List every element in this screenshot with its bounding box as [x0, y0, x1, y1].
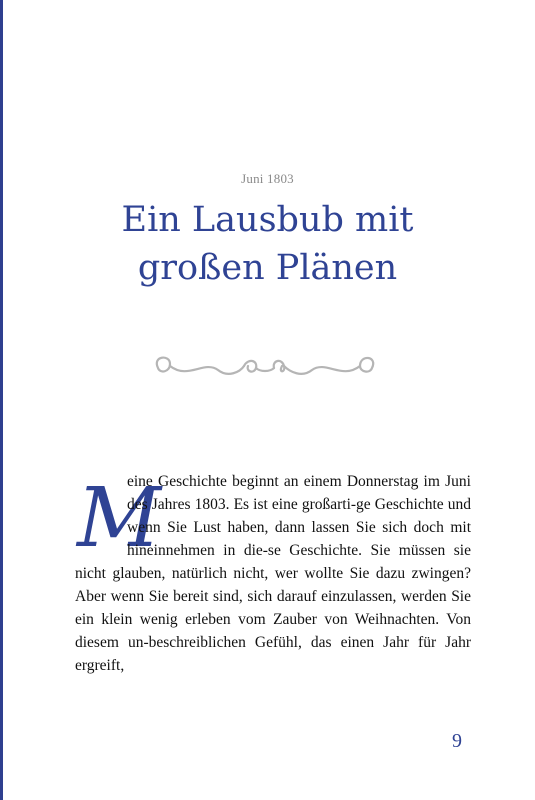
drop-cap-text: M [77, 471, 161, 566]
date-heading: Juni 1803 [241, 171, 294, 186]
chapter-title [0, 196, 535, 292]
chapter-title-line-1: Ein Lausbub mit [121, 200, 414, 240]
chapter-title-line-2: großen Plänen [137, 248, 398, 288]
body-text: eine Geschichte beginnt an einem Donnerstag im Juni des Jahres 1803. Es ist eine großarti-ge Geschichte und wenn Sie Lust haben, dann lassen Sie sich doch mit hineinnehmen in die-se Geschichte. Sie müssen sie nicht glauben, natürlich nicht, wer wollte Sie dazu zwingen? Aber wenn Sie bereit sind, sich darauf einzulassen, werden Sie ein klein wenig erleben vom Zauber von Weihnachten. Von diesem un-beschreiblichen Gefühl, das einen Jahr für Jahr ergreift, [75, 473, 471, 674]
drop-cap-letter [75, 471, 161, 566]
decorative-flourish-icon [148, 352, 382, 384]
page-spine-line [0, 0, 3, 800]
page-number: 9 [452, 730, 462, 752]
body-paragraph [75, 470, 471, 677]
